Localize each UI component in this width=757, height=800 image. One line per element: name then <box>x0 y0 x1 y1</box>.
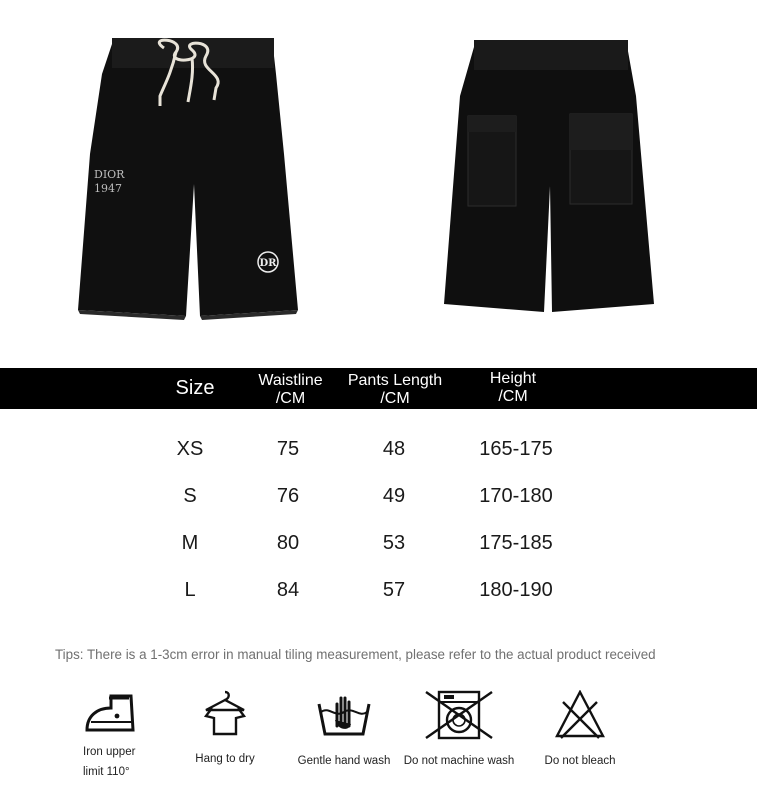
header-waistline-unit: /CM <box>275 390 306 407</box>
care-label-no-machine-wash: Do not machine wash <box>403 755 515 767</box>
care-label-iron-1: Iron upper <box>83 746 136 758</box>
care-item-no-machine-wash <box>400 690 518 771</box>
shorts-back-image <box>440 36 662 318</box>
table-row <box>0 438 757 468</box>
cell-size: M <box>181 532 199 554</box>
table-row <box>0 579 757 609</box>
header-height-label: Height <box>489 370 537 387</box>
care-item-iron <box>70 690 152 782</box>
care-item-hand-wash <box>292 690 396 771</box>
svg-text:DR: DR <box>259 258 277 269</box>
care-label-hand-wash: Gentle hand wash <box>297 755 391 767</box>
no-bleach-icon <box>555 690 605 740</box>
cell-waistline: 76 <box>276 485 300 507</box>
cell-pants-length: 49 <box>382 485 406 507</box>
header-size: Size <box>175 377 215 399</box>
shorts-front-image <box>76 34 304 326</box>
table-row <box>0 485 757 515</box>
cell-size: XS <box>176 438 204 460</box>
cell-height: 180-190 <box>479 579 553 601</box>
front-print-text-2: 1947 <box>94 182 122 195</box>
measurement-tips: Tips: There is a 1-3cm error in manual tiling measurement, please refer to the actual product received <box>55 647 656 662</box>
care-label-no-bleach: Do not bleach <box>544 755 616 767</box>
header-waistline <box>238 372 343 408</box>
iron-icon <box>81 690 141 738</box>
cell-height: 175-185 <box>479 532 553 554</box>
care-item-no-bleach <box>535 690 625 771</box>
header-pants-length-label: Pants Length <box>347 372 443 389</box>
cell-pants-length: 53 <box>382 532 406 554</box>
care-label-hang: Hang to dry <box>195 753 255 765</box>
care-label-iron-2: limit 110° <box>83 766 130 778</box>
care-item-hang <box>185 688 265 769</box>
hanger-icon <box>200 688 250 738</box>
table-row <box>0 532 757 562</box>
header-pants-length <box>336 372 454 408</box>
cell-pants-length: 57 <box>382 579 406 601</box>
cell-waistline: 84 <box>276 579 300 601</box>
cell-pants-length: 48 <box>382 438 406 460</box>
header-pants-length-unit: /CM <box>380 390 410 407</box>
no-machine-wash-icon <box>424 690 494 740</box>
cell-size: L <box>184 579 196 601</box>
cell-waistline: 80 <box>276 532 300 554</box>
header-waistline-label: Waistline <box>258 372 323 389</box>
cell-size: S <box>183 485 197 507</box>
front-print-text-1: DIOR <box>94 168 125 181</box>
header-height <box>458 370 568 406</box>
cell-waistline: 75 <box>276 438 300 460</box>
size-chart-header <box>0 368 757 409</box>
cell-height: 170-180 <box>479 485 553 507</box>
cell-height: 165-175 <box>479 438 553 460</box>
hand-wash-icon <box>315 690 373 738</box>
header-height-unit: /CM <box>498 388 528 405</box>
